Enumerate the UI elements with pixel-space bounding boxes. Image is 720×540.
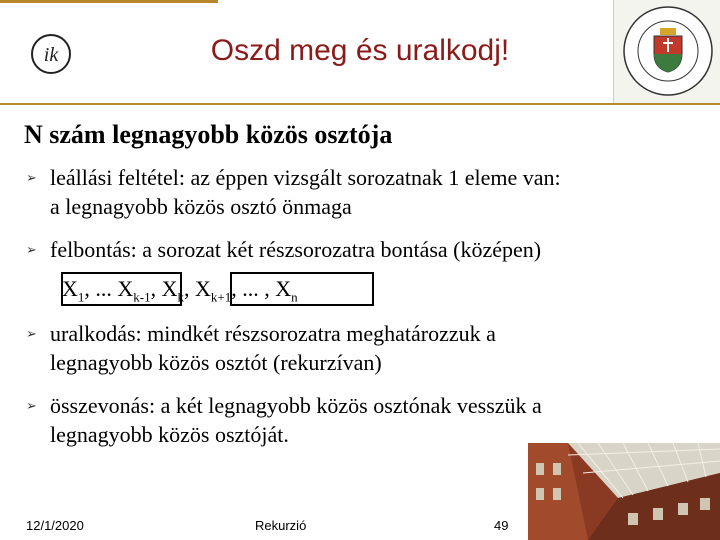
page-number: 49 bbox=[494, 518, 509, 533]
slide-title: Oszd meg és uralkodj! bbox=[210, 34, 510, 67]
slide-heading: N szám legnagyobb közös osztója bbox=[24, 120, 393, 149]
university-seal-icon bbox=[613, 0, 720, 103]
list-item-line: legnagyobb közös osztót (rekurzívan) bbox=[50, 350, 382, 375]
sequence-formula: $X_1$, ... $X_{k-1}$, $X_k$, $X_{k+1}$, ... , $X_n$ bbox=[62, 276, 298, 305]
list-item-line: összevonás: a két legnagyobb közös osztónak vesszük a bbox=[50, 393, 542, 418]
building-photo bbox=[528, 443, 720, 540]
list-item-line: uralkodás: mindkét részsorozatra meghatározzuk a bbox=[50, 321, 496, 346]
arrow-bullet-icon: ➢ bbox=[26, 326, 37, 341]
svg-text:ik: ik bbox=[43, 44, 59, 66]
list-item bbox=[50, 235, 700, 264]
list-item-line: legnagyobb közös osztóját. bbox=[50, 422, 289, 447]
header-accent-line bbox=[0, 0, 218, 3]
arrow-bullet-icon: ➢ bbox=[26, 170, 37, 185]
list-item-line: a legnagyobb közös osztó önmaga bbox=[50, 194, 352, 219]
footer-topic: Rekurzió bbox=[255, 518, 307, 533]
list-item bbox=[50, 391, 700, 449]
list-item-line: leállási feltétel: az éppen vizsgált sorozatnak 1 eleme van: bbox=[50, 165, 561, 190]
footer-date: 12/1/2020 bbox=[26, 518, 84, 533]
list-item bbox=[50, 319, 700, 377]
list-item bbox=[50, 163, 700, 221]
arrow-bullet-icon: ➢ bbox=[26, 398, 37, 413]
header-divider bbox=[0, 103, 720, 105]
list-item-line: felbontás: a sorozat két részsorozatra bontása (középen) bbox=[50, 237, 542, 262]
arrow-bullet-icon: ➢ bbox=[26, 242, 37, 257]
